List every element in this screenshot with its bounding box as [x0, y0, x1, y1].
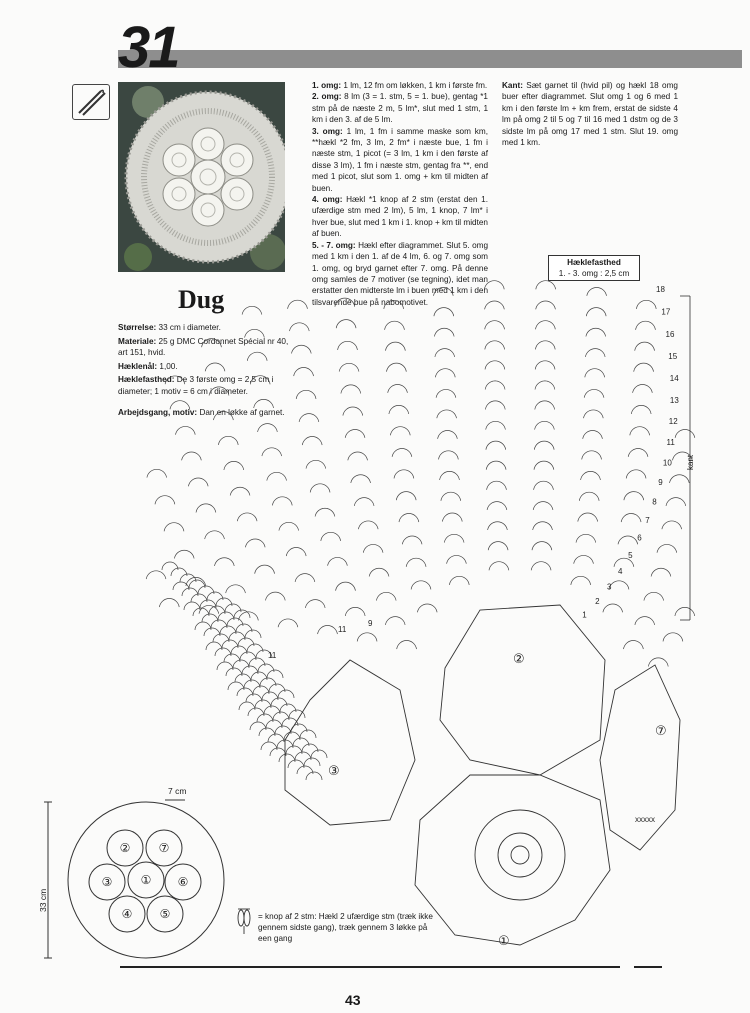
motif-number: ② [513, 652, 525, 667]
crochet-arc [437, 410, 457, 418]
crochet-arc [146, 571, 166, 579]
size-label: Størrelse: [118, 323, 157, 332]
crochet-arc [321, 532, 341, 541]
crochet-arc [628, 449, 648, 457]
crochet-arc [585, 369, 605, 378]
knop-symbol [238, 909, 250, 934]
crochet-arc [438, 431, 458, 439]
method-label: Arbejdsgang, motiv: [118, 407, 198, 417]
crochet-arc [585, 349, 605, 357]
round-4-label: 4. omg: [312, 195, 343, 205]
arm-number: 11 [338, 625, 347, 634]
crochet-arc [176, 426, 196, 434]
crochet-arc [328, 557, 348, 565]
crochet-arc [397, 641, 417, 650]
crochet-arc [609, 581, 629, 590]
crochet-arc [439, 451, 459, 460]
crochet-arc [339, 363, 359, 371]
layout-circle: ② [119, 841, 131, 855]
crochet-arc [435, 349, 455, 357]
round-5-text: Hækl efter diagrammet. Slut 5. omg med 1 km i den 1. af de 4 lm, 6. og 7. omg som 1. omg, og bryd garnet efter 7. omg. På denne omg samles de 7 motiver (se tegning), idet man erstatter den midterste lm i buen med 1 km i den tilsvarende bue på nabomotivet. [312, 240, 488, 307]
page-number: 43 [345, 992, 361, 1008]
crochet-arc [648, 658, 668, 667]
crochet-arc [174, 550, 194, 558]
crochet-arc [434, 308, 454, 317]
round-4-text: Hækl *1 knop af 2 stm (erstat den 1. ufærdige stm med 2 lm), 5 lm, 1 knop, 7 lm* i hver bue, slut med 1 km i 1. knop + km til midten af buen. [312, 195, 488, 239]
layout-circle: ① [140, 873, 152, 887]
crochet-arc [369, 568, 389, 576]
crochet-arc [633, 385, 653, 393]
crochet-arc [486, 441, 506, 450]
crochet-arc [387, 363, 407, 372]
crochet-arc [385, 617, 405, 625]
crochet-arc [487, 502, 507, 510]
crochet-arc [536, 281, 556, 290]
crochet-arc [603, 604, 623, 612]
crochet-arc [536, 301, 556, 309]
crochet-arc [182, 452, 202, 460]
crochet-arc [262, 448, 282, 456]
crochet-arc [250, 376, 270, 385]
crochet-arc [486, 421, 506, 429]
crochet-arc [657, 544, 677, 552]
crochet-arc [435, 369, 455, 378]
crochet-arc [165, 376, 185, 384]
round-1-text: 1 lm, 12 fm om løkken, 1 km i første fm. [343, 81, 488, 90]
crochet-arc [335, 298, 355, 307]
crochet-arc [487, 481, 507, 490]
crochet-arc [535, 421, 555, 429]
row-number: 15 [668, 352, 678, 362]
crochet-arc [486, 461, 506, 470]
crochet-arc [258, 424, 278, 432]
layout-dim-side: 33 cm [38, 888, 48, 912]
crochet-arc [584, 410, 604, 418]
crochet-arc [636, 300, 656, 309]
arm-number: 11 [268, 651, 277, 660]
crochet-arc [536, 321, 556, 330]
edge-text: Sæt garnet til (hvid pil) og hækl 18 omg buer efter diagrammet. Slut omg 1 og 6 med 1 km i den første lm + km frem, erstat de sidste 4 lm på omg 2 til 5 og 7 til 16 med 1 dstm og de 3 sidste lm på omg 17 med 1 stm. Slut 19. omg med 1 km. [502, 81, 678, 148]
crochet-arc [440, 471, 460, 480]
crochet-arc [675, 607, 695, 616]
crochet-arc [363, 544, 383, 552]
crochet-arc [299, 414, 319, 422]
row-number: 4 [618, 567, 623, 576]
crochet-arc [306, 772, 322, 780]
row-number: 8 [652, 497, 657, 507]
crochet-arc [447, 555, 467, 563]
crochet-arc [288, 300, 308, 309]
row-number: 9 [658, 478, 663, 488]
round-3-text: 1 lm, 1 fm i samme maske som km, **hækl *2 fm, 3 lm, 2 fm* i næste bue, 1 fm i næste stm, 1 picot (= 3 lm, 1 km i den første af disse 3 lm), 1 fm i næste stm, gentag fra **, end med 1 picot, slut som 1. omg + km til midten af buen. [312, 126, 488, 193]
crochet-arc [534, 481, 554, 490]
crochet-arc [147, 469, 167, 477]
gauge-label: Hæklefasthed: [118, 375, 175, 385]
motif-number: ⑦ [655, 724, 667, 739]
crochet-arc [305, 600, 325, 608]
crochet-arc [670, 475, 690, 483]
crochet-arc [394, 470, 414, 479]
edge-label-rotated: kant [686, 454, 695, 470]
row-number: 10 [662, 458, 672, 468]
crochet-arc [196, 504, 216, 513]
crochet-arc [255, 565, 275, 574]
crochet-arc [254, 399, 274, 408]
crochet-arc [338, 341, 358, 350]
crochet-arc [202, 339, 222, 348]
crochet-arc [351, 475, 371, 483]
crochet-arc [485, 301, 505, 309]
motif-number: ① [498, 934, 510, 949]
crochet-arc [205, 363, 225, 371]
crochet-arc [586, 308, 606, 317]
crochet-arc [245, 630, 261, 638]
crochet-arc [376, 592, 396, 600]
crochet-arc [631, 405, 651, 414]
crochet-arc [582, 451, 602, 460]
crochet-arc [205, 531, 225, 539]
row-number: 16 [665, 330, 675, 339]
row-number: 2 [595, 596, 600, 606]
crochet-arc [624, 641, 644, 650]
crochet-arc [237, 513, 257, 521]
crochet-arc [302, 437, 322, 446]
crochet-arc [488, 522, 508, 530]
crochet-arc [484, 281, 504, 290]
crochet-arc [388, 385, 408, 393]
crochet-arc [488, 542, 508, 551]
edge-label: Kant: [502, 81, 523, 90]
row-number: 5 [628, 550, 633, 560]
crochet-arc [675, 430, 695, 438]
footer-line [120, 966, 620, 968]
round-2-label: 2. omg: [312, 92, 342, 102]
crochet-arc [583, 431, 603, 439]
crochet-arc [587, 288, 607, 296]
hook-label: Hæklenål: [118, 361, 158, 371]
crochet-arc [345, 607, 365, 616]
crochet-arc [581, 471, 601, 480]
crochet-arc [286, 548, 306, 557]
crochet-arc [215, 558, 235, 566]
layout-circle: ⑥ [177, 875, 189, 889]
crochet-arc [635, 617, 655, 625]
arm-number: 9 [368, 619, 373, 628]
crochet-arc [247, 352, 267, 361]
crochet-arc [267, 670, 283, 678]
gauge-value: De 3 første omg = 2,5 cm i diameter; 1 motiv = 6 cm i diameter. [118, 375, 274, 396]
crochet-arc [266, 592, 286, 600]
crochet-arc [531, 562, 551, 571]
method-value: Dan en løkke af garnet. [199, 407, 285, 417]
crochet-arc [663, 633, 683, 642]
crochet-arc [318, 626, 338, 635]
crochet-arc [315, 508, 335, 516]
crochet-arc [336, 320, 356, 329]
row-number: 14 [669, 374, 679, 384]
crochet-arc [584, 389, 604, 397]
crochet-arc [485, 321, 505, 330]
crochet-arc [292, 345, 312, 353]
material-value: 25 g DMC Cordonnet Spécial nr 40, art 151, hvid. [118, 336, 289, 358]
crochet-arc [535, 381, 555, 390]
material-label: Materiale: [118, 336, 157, 346]
gauge-box-title: Hæklefasthed [567, 258, 621, 267]
crochet-arc [385, 321, 405, 330]
crochet-arc [402, 536, 422, 544]
hook-value: 1,00. [159, 361, 178, 371]
crochet-arc [296, 390, 316, 399]
crochet-arc [636, 321, 656, 330]
gauge-box-value: 1. - 3. omg : 2,5 cm [558, 269, 630, 278]
pattern-number: 31 [118, 15, 179, 80]
row-number: 18 [656, 285, 665, 294]
crochet-arc [390, 427, 410, 436]
crochet-arc [159, 599, 179, 608]
crochet-arc [662, 521, 682, 529]
tail-marks: xxxxx [635, 815, 655, 824]
row-number: 17 [661, 307, 671, 317]
crochet-arc [489, 562, 509, 571]
row-number: 7 [645, 515, 650, 525]
crochet-arc [485, 361, 505, 370]
round-1-label: 1. omg: [312, 81, 342, 90]
crochet-arc [392, 449, 412, 457]
crochet-arc [644, 592, 664, 600]
crochet-arc [586, 328, 606, 336]
crochet-arc [634, 363, 654, 372]
crochet-arc [155, 496, 175, 505]
crochet-arc [170, 401, 190, 410]
row-number: 6 [637, 533, 642, 543]
crochet-arc [294, 368, 314, 377]
page-title: Dug [178, 285, 225, 314]
crochet-arc [618, 536, 638, 544]
row-number: 12 [668, 417, 678, 427]
crochet-arc [304, 758, 320, 766]
crochet-arc [242, 306, 262, 314]
crochet-arc [245, 329, 265, 337]
crochet-arc [532, 542, 552, 551]
crochet-arc [306, 460, 326, 468]
crochet-arc [411, 581, 431, 590]
motif-number: ③ [328, 764, 340, 779]
crochet-arc [230, 487, 250, 495]
crochet-arc [245, 539, 265, 547]
crochet-arc [214, 412, 234, 421]
crochet-arc [278, 690, 294, 698]
crochet-arc [348, 452, 368, 460]
crochet-arc [384, 300, 404, 309]
crochet-arc [209, 387, 229, 396]
row-number: 11 [666, 438, 675, 447]
crochet-arc [357, 633, 377, 642]
crochet-arc [434, 328, 454, 336]
crochet-arc [485, 341, 505, 350]
round-2-text: 8 lm (3 = 1. stm, 5 = 1. bue), gentag *1 stm på de næste 2 m, 5 lm*, slut med 1 stm, 1 km i den 3. af de 5 lm. [312, 92, 488, 125]
crochet-arc [534, 441, 554, 450]
crochet-arc [630, 427, 650, 436]
crochet-arc [310, 484, 330, 493]
round-5-label: 5. - 7. omg: [312, 240, 356, 250]
crochet-arc [278, 619, 298, 627]
crochet-arc [224, 461, 244, 470]
crochet-arc [485, 401, 505, 410]
crochet-arc [485, 381, 505, 390]
crochet-arc [434, 288, 454, 296]
crochet-arc [336, 582, 356, 591]
crochet-arc [300, 730, 316, 738]
crochet-arc [226, 585, 246, 593]
crochet-arc [218, 436, 238, 445]
crochet-arc [406, 558, 426, 567]
crochet-arc [535, 401, 555, 410]
crochet-arc [533, 522, 553, 530]
crochet-arc [441, 492, 461, 501]
crochet-arc [290, 323, 310, 331]
crochet-arc [354, 498, 374, 506]
size-value: 33 cm i diameter. [158, 323, 221, 332]
crochet-arc [571, 576, 591, 585]
crochet-arc [311, 750, 327, 758]
crochet-arc [341, 385, 361, 394]
crochet-arc [574, 555, 594, 563]
crochet-arc [345, 430, 365, 438]
crochet-arc [651, 568, 671, 576]
layout-circle: ⑤ [159, 907, 171, 921]
crochet-arc [164, 523, 184, 532]
crochet-arc [533, 502, 553, 510]
crochet-arc [279, 522, 299, 530]
row-number: 1 [582, 610, 587, 620]
crochet-arc [444, 534, 464, 542]
crochet-arc [343, 407, 363, 416]
crochet-arc [624, 492, 644, 501]
crochet-arc [188, 478, 208, 486]
layout-circle: ⑦ [158, 841, 170, 855]
crochet-arc [635, 342, 655, 351]
layout-circle: ④ [121, 907, 133, 921]
crochet-arc [621, 514, 641, 523]
layout-circle: ③ [101, 875, 113, 889]
row-number: 13 [669, 395, 679, 405]
crochet-arc [626, 470, 646, 479]
crochet-arc [576, 534, 596, 542]
crochet-arc [295, 574, 315, 582]
footer-line [634, 966, 662, 968]
crochet-arc [267, 472, 287, 480]
crochet-arc [579, 492, 599, 501]
crochet-arc [442, 513, 462, 522]
crochet-arc [436, 389, 456, 397]
row-number: 3 [607, 582, 612, 592]
crochet-arc [535, 341, 555, 350]
crochet-arc [666, 498, 686, 506]
crochet-arc [399, 514, 419, 523]
crochet-arc [358, 521, 378, 529]
round-3-label: 3. omg: [312, 126, 343, 136]
layout-dim-top: 7 cm [168, 786, 187, 796]
crochet-arc [389, 405, 409, 414]
crochet-arc [578, 513, 598, 522]
crochet-arc [272, 497, 292, 506]
legend-text: = knop af 2 stm: Hækl 2 ufærdige stm (træk ikke gennem sidste gang), træk gennem 3 løkke på een gang [258, 912, 433, 943]
crochet-arc [535, 361, 555, 370]
crochet-arc [386, 342, 406, 351]
crochet-arc [534, 461, 554, 470]
crochet-arc [417, 604, 437, 612]
crochet-arc [396, 492, 416, 501]
crochet-arc [449, 576, 469, 585]
